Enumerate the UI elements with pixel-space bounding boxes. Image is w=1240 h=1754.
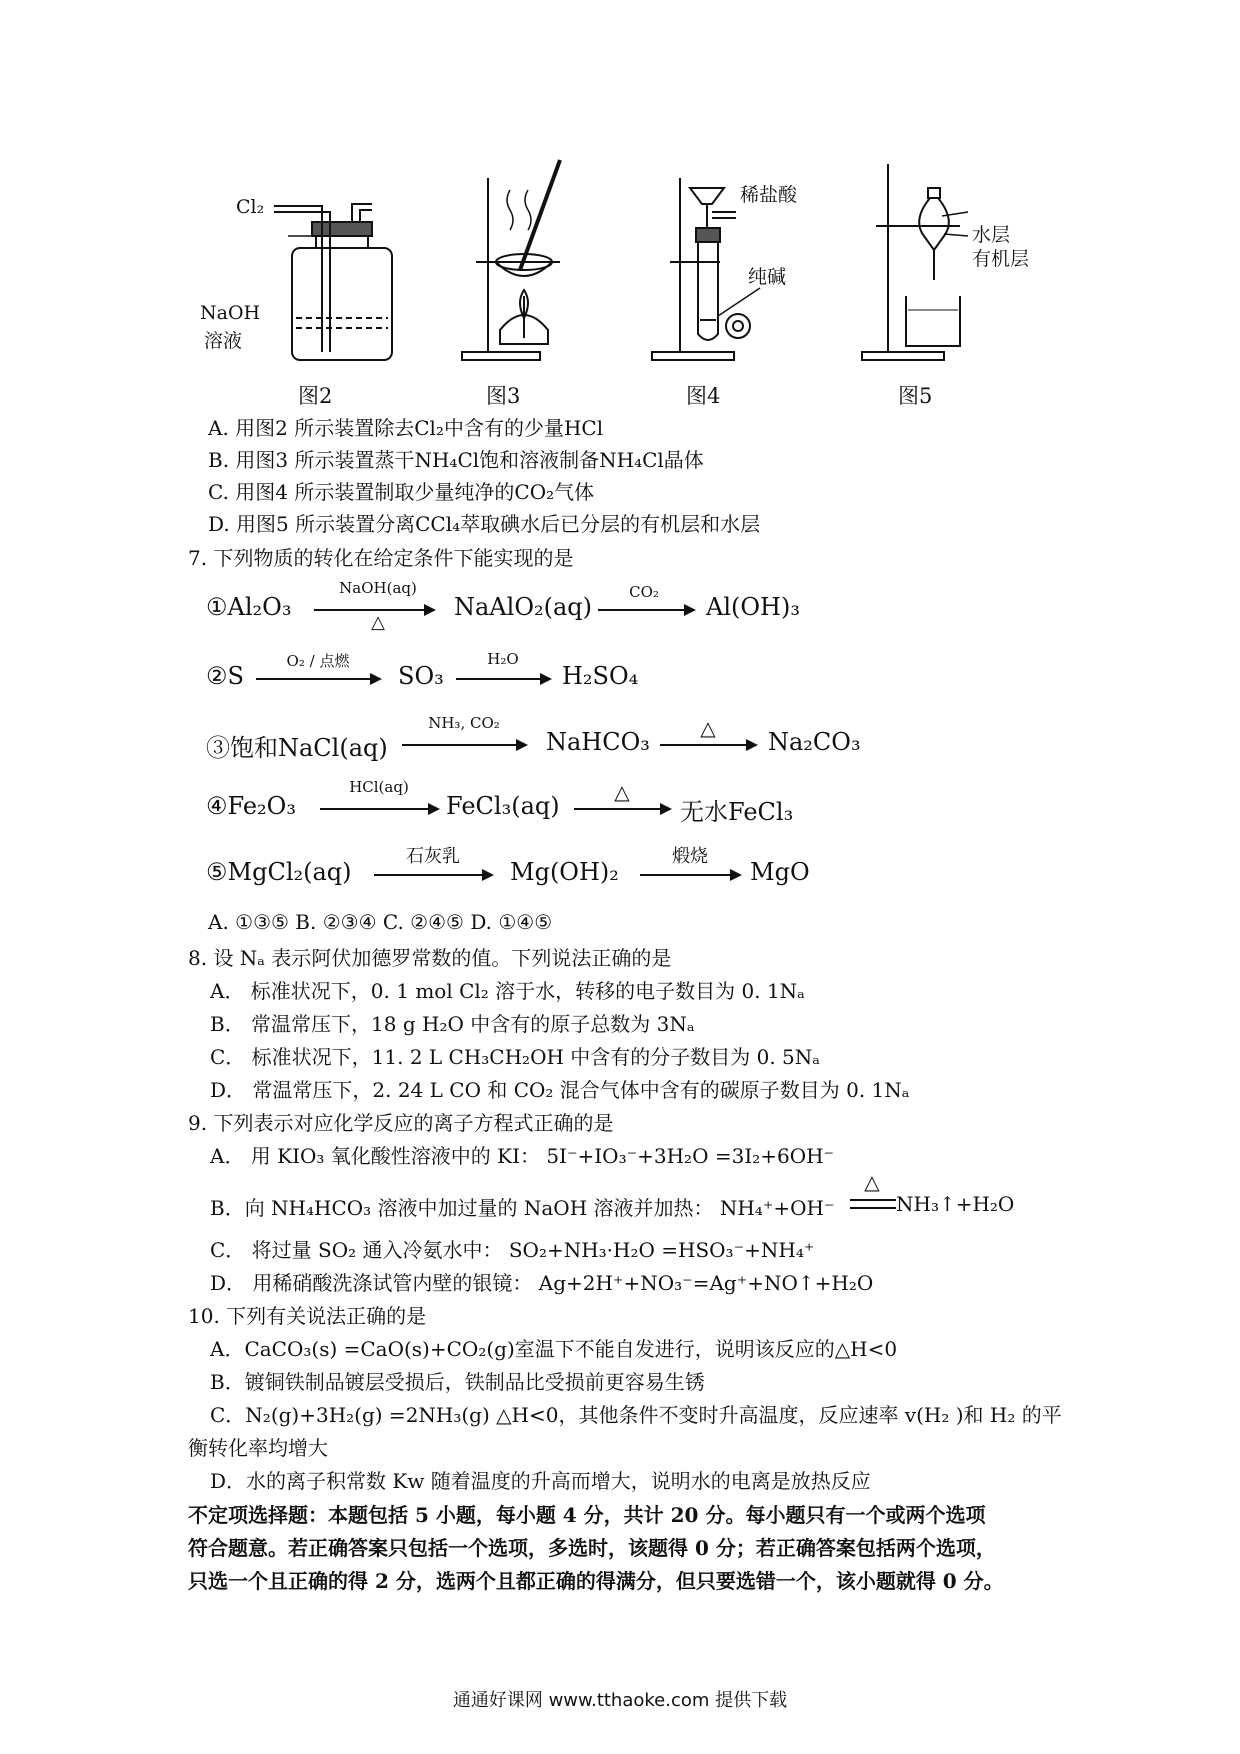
fig3-caption: 图3: [486, 384, 521, 408]
q10-option-a: A．CaCO₃(s) =CaO(s)+CO₂(g)室温下不能自发进行，说明该反应的△H<0: [210, 1337, 898, 1361]
reaction-3-arrow-1: [402, 744, 526, 746]
reaction-1-start: ①Al₂O₃: [206, 593, 292, 621]
reaction-5-condition-1: 石灰乳: [406, 846, 460, 867]
q8-option-c: C． 标准状况下，11. 2 L CH₃CH₂OH 中含有的分子数目为 0. 5Nₐ: [210, 1045, 820, 1069]
reaction-2-arrow-1: [256, 678, 380, 680]
fig5-bottom-layer-label: 有机层: [972, 248, 1030, 270]
reaction-5-arrow-1: [374, 874, 492, 876]
section-instructions-1: 不定项选择题：本题包括 5 小题，每小题 4 分，共计 20 分。每小题只有一个或两个选项: [188, 1503, 986, 1527]
fig2-gas-washing-bottle: [274, 204, 392, 360]
q9-option-b-condition: △: [864, 1170, 880, 1194]
reaction-1-end: Al(OH)₃: [706, 593, 800, 621]
page-footer: 通通好课网 www.tthaoke.com 提供下载: [452, 1690, 788, 1711]
q8-option-d: D． 常温常压下，2. 24 L CO 和 CO₂ 混合气体中含有的碳原子数目为 0. 1Nₐ: [210, 1078, 910, 1102]
reaction-4-arrow-2: [574, 808, 670, 810]
fig2-solution-label-2: 溶液: [204, 330, 243, 352]
reaction-3-condition-1: NH₃, CO₂: [428, 714, 500, 732]
q9-option-d: D． 用稀硝酸洗涤试管内壁的银镜： Ag+2H⁺+NO₃⁻=Ag⁺+NO↑+H₂O: [210, 1271, 874, 1295]
q9-option-a: A． 用 KIO₃ 氧化酸性溶液中的 KI： 5I⁻+IO₃⁻+3H₂O =3I₂+6OH⁻: [210, 1144, 835, 1168]
q9-option-c: C． 将过量 SO₂ 通入冷氨水中： SO₂+NH₃·H₂O =HSO₃⁻+NH₄⁺: [210, 1238, 815, 1262]
apparatus-figures: [0, 0, 1240, 400]
q9-option-b: B．向 NH₄HCO₃ 溶液中加过量的 NaOH 溶液并加热： NH₄⁺+OH⁻: [210, 1196, 835, 1220]
fig2-gas-in-label: Cl₂: [236, 196, 265, 218]
reaction-1-middle: NaAlO₂(aq): [454, 593, 593, 621]
reaction-3-arrow-2: [660, 744, 756, 746]
reaction-2-condition-1: O₂ / 点燃: [286, 652, 350, 670]
q10-option-c-continued: 衡转化率均增大: [188, 1436, 328, 1460]
reaction-2-condition-2: H₂O: [487, 650, 519, 668]
reaction-4-condition-2: △: [614, 780, 630, 804]
reaction-5-end: MgO: [750, 858, 810, 886]
q8-stem: 8. 设 Nₐ 表示阿伏加德罗常数的值。下列说法正确的是: [188, 946, 672, 970]
q7-options: A. ①③⑤ B. ②③④ C. ②④⑤ D. ①④⑤: [208, 910, 553, 934]
reaction-4-end: 无水FeCl₃: [680, 798, 794, 826]
fig4-solid-label: 纯碱: [748, 266, 787, 288]
q10-option-d: D．水的离子积常数 Kw 随着温度的升高而增大，说明水的电离是放热反应: [210, 1469, 871, 1493]
q6-option-c: C. 用图4 所示装置制取少量纯净的CO₂气体: [208, 480, 595, 504]
fig3-evaporation-stand: [462, 160, 560, 360]
reaction-5-arrow-2: [640, 874, 740, 876]
reaction-3-condition-2: △: [700, 716, 716, 740]
q10-option-c: C．N₂(g)+3H₂(g) =2NH₃(g) △H<0，其他条件不变时升高温度，反应速率 v(H₂ )和 H₂ 的平: [210, 1403, 1062, 1427]
q8-option-a: A． 标准状况下，0. 1 mol Cl₂ 溶于水，转移的电子数目为 0. 1Nₐ: [210, 979, 805, 1003]
q6-option-b: B. 用图3 所示装置蒸干NH₄Cl饱和溶液制备NH₄Cl晶体: [208, 448, 704, 472]
reaction-3-end: Na₂CO₃: [768, 728, 861, 756]
q7-stem: 7. 下列物质的转化在给定条件下能实现的是: [188, 546, 574, 570]
reaction-1-condition-2: CO₂: [629, 583, 659, 601]
reaction-4-condition-1: HCl(aq): [349, 778, 409, 796]
fig4-acid-label: 稀盐酸: [740, 184, 798, 206]
section-instructions-3: 只选一个且正确的得 2 分，选两个且都正确的得满分，但只要选错一个，该小题就得 0 分。: [188, 1569, 1004, 1593]
fig5-caption: 图5: [898, 384, 933, 408]
reaction-4-start: ④Fe₂O₃: [206, 792, 296, 820]
reaction-5-start: ⑤MgCl₂(aq): [206, 858, 352, 886]
reaction-2-arrow-2: [456, 678, 550, 680]
reaction-3-start: ③饱和NaCl(aq): [206, 734, 388, 762]
q10-stem: 10. 下列有关说法正确的是: [188, 1304, 427, 1328]
q8-option-b: B． 常温常压下，18 g H₂O 中含有的原子总数为 3Nₐ: [210, 1012, 695, 1036]
q10-option-b: B．镀铜铁制品镀层受损后，铁制品比受损前更容易生锈: [210, 1370, 705, 1394]
reaction-2-end: H₂SO₄: [562, 662, 639, 690]
reaction-5-condition-2: 煅烧: [672, 846, 708, 867]
q9-stem: 9. 下列表示对应化学反应的离子方程式正确的是: [188, 1111, 614, 1135]
reaction-1-condition-1b: △: [371, 612, 385, 633]
fig5-top-layer-label: 水层: [972, 224, 1011, 246]
reaction-1-arrow-2: [598, 609, 694, 611]
reaction-1-condition-1: NaOH(aq): [339, 579, 417, 597]
q6-option-a: A. 用图2 所示装置除去Cl₂中含有的少量HCl: [208, 416, 604, 440]
section-instructions-2: 符合题意。若正确答案只包括一个选项，多选时，该题得 0 分；若正确答案包括两个选项，: [188, 1536, 996, 1560]
fig2-solution-label: NaOH: [200, 302, 261, 324]
reaction-5-middle: Mg(OH)₂: [510, 858, 619, 886]
reaction-4-arrow-1: [320, 808, 438, 810]
fig5-separatory-funnel: [862, 164, 968, 360]
fig2-caption: 图2: [298, 384, 333, 408]
q6-option-d: D. 用图5 所示装置分离CCl₄萃取碘水后已分层的有机层和水层: [208, 512, 761, 536]
reaction-4-middle: FeCl₃(aq): [446, 792, 560, 820]
reaction-1-arrow-1: [314, 609, 434, 611]
reaction-2-middle: SO₃: [398, 662, 444, 690]
reaction-2-start: ②S: [206, 662, 244, 690]
reaction-3-middle: NaHCO₃: [546, 728, 650, 756]
q9-option-b-products: NH₃↑+H₂O: [896, 1192, 1015, 1216]
q9-option-b-equals: [850, 1199, 896, 1209]
fig4-caption: 图4: [686, 384, 721, 408]
